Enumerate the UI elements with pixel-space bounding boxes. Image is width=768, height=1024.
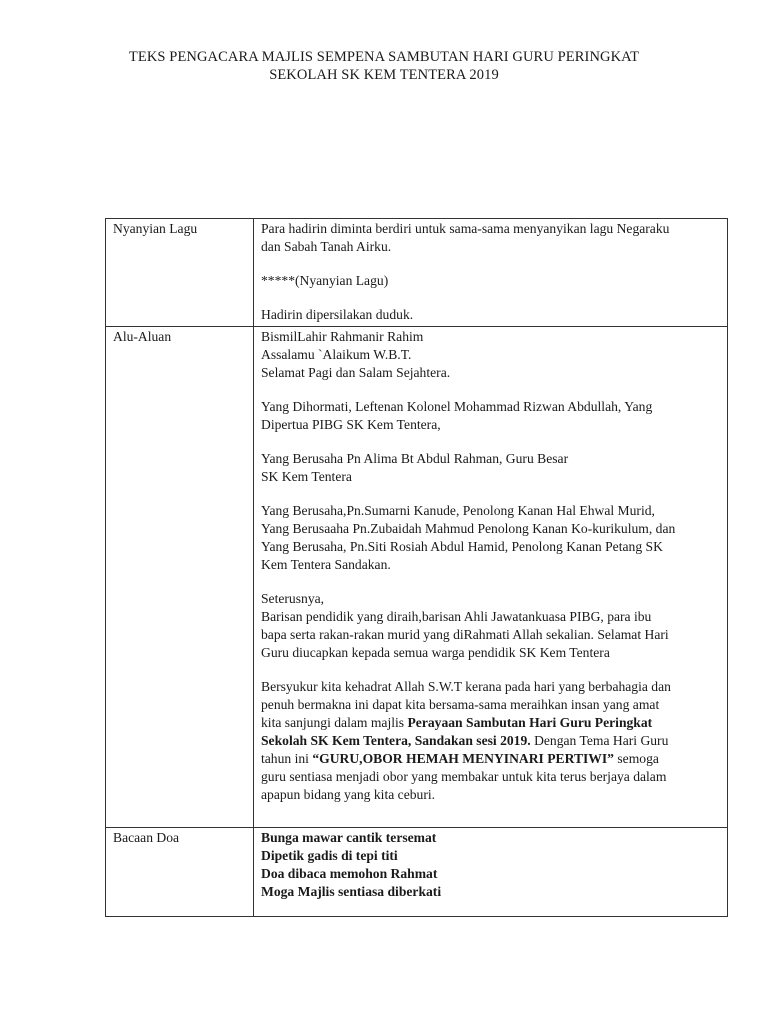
text-line: Bersyukur kita kehadrat Allah S.W.T kerana pada hari yang berbahagia dan — [261, 679, 671, 694]
row-content — [254, 219, 728, 327]
text-line: Seterusnya, — [261, 591, 325, 606]
text-line: Para hadirin diminta berdiri untuk sama-sama menyanyikan lagu Negaraku — [261, 221, 670, 236]
text-line: bapa serta rakan-rakan murid yang diRahmati Allah sekalian. Selamat Hari — [261, 627, 669, 642]
text-line: apapun bidang yang kita ceburi. — [261, 787, 436, 802]
text-line: Assalamu `Alaikum W.B.T. — [261, 347, 412, 362]
text-run: Dengan Tema Hari Guru — [530, 733, 669, 748]
text-line: Yang Berusaha,Pn.Sumarni Kanude, Penolong Kanan Hal Ehwal Murid, — [261, 503, 655, 518]
text-run: semoga — [613, 751, 659, 766]
text-line: Yang Berusaaha Pn.Zubaidah Mahmud Penolong Kanan Ko-kurikulum, dan — [261, 521, 676, 536]
text-line: Yang Berusaha Pn Alima Bt Abdul Rahman, Guru Besar — [261, 451, 569, 466]
text-line: Hadirin dipersilakan duduk. — [261, 307, 414, 322]
text-run: kita sanjungi dalam majlis — [261, 715, 408, 730]
text-line: Barisan pendidik yang diraih,barisan Ahli Jawatankuasa PIBG, para ibu — [261, 609, 652, 624]
text-line: Yang Dihormati, Leftenan Kolonel Mohammad Rizwan Abdullah, Yang — [261, 399, 653, 414]
text-line: dan Sabah Tanah Airku. — [261, 239, 392, 254]
text-line: BismilLahir Rahmanir Rahim — [261, 329, 424, 344]
table-row-nyanyian-lagu — [106, 219, 728, 327]
text-line — [261, 714, 721, 732]
row-label: Nyanyian Lagu — [106, 219, 254, 327]
text-line: *****(Nyanyian Lagu) — [261, 273, 389, 288]
text-line: penuh bermakna ini dapat kita bersama-sama meraihkan insan yang amat — [261, 697, 660, 712]
text-line: Selamat Pagi dan Salam Sejahtera. — [261, 365, 451, 380]
row-label: Bacaan Doa — [106, 828, 254, 917]
row-content — [254, 327, 728, 828]
row-label: Alu-Aluan — [106, 327, 254, 828]
text-line: SK Kem Tentera — [261, 469, 352, 484]
table-row-alu-aluan — [106, 327, 728, 828]
program-table — [105, 218, 728, 917]
text-line: Guru diucapkan kepada semua warga pendidik SK Kem Tentera — [261, 645, 610, 660]
title-line-1: TEKS PENGACARA MAJLIS SEMPENA SAMBUTAN HARI GURU PERINGKAT — [128, 49, 640, 65]
text-run: tahun ini — [261, 751, 313, 766]
document-title — [0, 48, 768, 84]
title-line-2: SEKOLAH SK KEM TENTERA 2019 — [269, 67, 499, 83]
poem-line: Moga Majlis sentiasa diberkati — [261, 884, 442, 899]
poem-line: Doa dibaca memohon Rahmat — [261, 866, 438, 881]
row-content — [254, 828, 728, 917]
text-line: Yang Berusaha, Pn.Siti Rosiah Abdul Hamid, Penolong Kanan Petang SK — [261, 539, 663, 554]
theme-bold: “GURU,OBOR HEMAH MENYINARI PERTIWI” — [312, 751, 614, 766]
poem-line: Bunga mawar cantik tersemat — [261, 830, 437, 845]
poem-line: Dipetik gadis di tepi titi — [261, 848, 398, 863]
event-name-bold: Sekolah SK Kem Tentera, Sandakan sesi 2019. — [261, 733, 531, 748]
text-line — [261, 750, 721, 768]
event-name-bold: Perayaan Sambutan Hari Guru Peringkat — [407, 715, 653, 730]
text-line: Dipertua PIBG SK Kem Tentera, — [261, 417, 441, 432]
text-line: Kem Tentera Sandakan. — [261, 557, 391, 572]
text-line: guru sentiasa menjadi obor yang membakar untuk kita terus berjaya dalam — [261, 769, 667, 784]
table-row-bacaan-doa — [106, 828, 728, 917]
text-line — [261, 732, 721, 750]
